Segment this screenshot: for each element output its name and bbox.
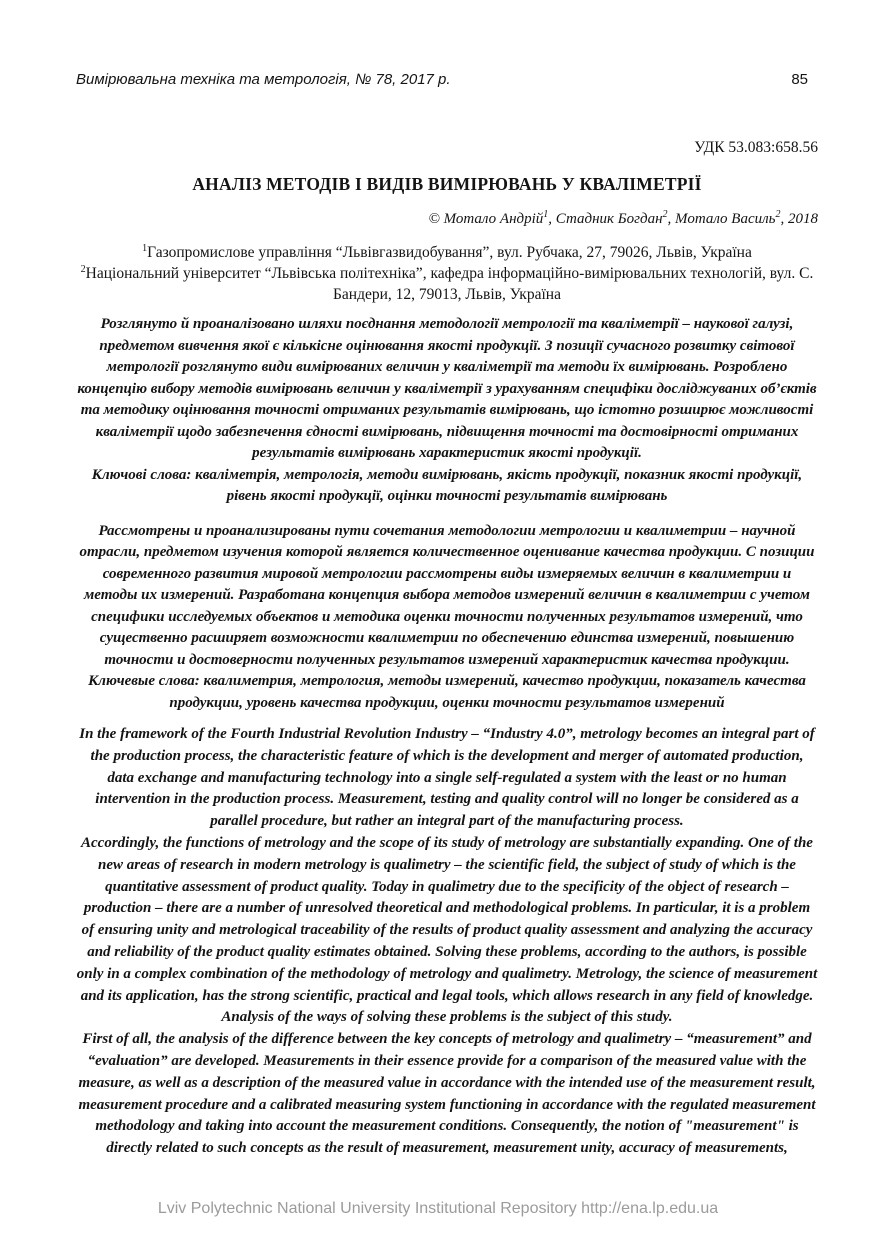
keywords-ukrainian: Ключові слова: кваліметрія, метрологія, методи вимірювань, якість продукції, показник якості продукції, рівень якості продукції, оцінки точності результатів вимірювань [91, 466, 803, 504]
affiliation-1 [76, 242, 818, 263]
author-3: , Мотало Василь [667, 211, 776, 227]
affiliation-2-mark: 2 [80, 263, 86, 275]
page-number: 85 [791, 71, 808, 88]
author-2: , Стадник Богдан [548, 211, 663, 227]
content-column [76, 0, 818, 1160]
en-paragraph-1: In the framework of the Fourth Industrial Revolution Industry – “Industry 4.0”, metrology becomes an integral part of the production process, the characteristic feature of which is the development and merger of automated production, data exchange and manufacturing technology into a single self-regulated a system with the least or no human intervention in the production process. Measurement, testing and quality control will no longer be considered as a parallel procedure, but rather an integral part of the manufacturing process. [79, 726, 815, 830]
english-summary [76, 724, 818, 1160]
journal-header: Вимірювальна техніка та метрологія, № 78, 2017 р. [76, 71, 451, 88]
udc-code: УДК 53.083:658.56 [694, 139, 818, 156]
article-title: АНАЛІЗ МЕТОДІВ І ВИДІВ ВИМІРЮВАНЬ У КВАЛІМЕТРІЇ [192, 174, 702, 194]
en-paragraph-3: First of all, the analysis of the difference between the key concepts of metrology and qualimetry – “measurement” and “evaluation” are developed. Measurements in their essence provide for a comparison of the measured value with the measure, as well as a description of the measured value in accordance with the intended use of the measurement result, measurement procedure and a calibrated measuring system functioning in accordance with the regulated measurement methodology and taking into account the measurement conditions. Consequently, the notion of "measurement" is directly related to such concepts as the result of measurement, measurement unity, accuracy of measurements, [78, 1031, 816, 1157]
affiliation-1-mark: 1 [142, 242, 148, 254]
author-3-affmark: 2 [775, 209, 781, 220]
keywords-russian: Ключевые слова: квалиметрия, метрология, методы измерений, качество продукции, показатель качества продукции, уровень качества продукции, оценки точности результатов измерений [88, 673, 806, 711]
author-1: © Мотало Андрій [428, 211, 544, 227]
copyright-year: , 2018 [780, 211, 818, 227]
author-2-affmark: 2 [662, 209, 668, 220]
affiliation-2 [76, 263, 818, 305]
abstract-russian: Рассмотрены и проанализированы пути сочетания методологии метрологии и квалиметрии – научной отрасли, предметом изучения которой является количественное оценивание качества продукции. С позиции современного развития мировой метрологии рассмотрены виды измеряемых величин в квалиметрии и методы их измерений. Разработана концепция выбора методов измерений величин в квалиметрии с учетом специфики исследуемых объектов и методика оценки точности полученных результатов измерений, что существенно расширяет возможности квалиметрии по обеспечению единства измерений, повышению точности и достоверности полученных результатов измерений характеристик качества продукции. [79, 522, 815, 668]
affiliation-2-text: Національний університет “Львівська політехніка”, кафедра інформаційно-вимірювальних технологій, вул. С. Бандери, 12, 79013, Львів, Україна [85, 265, 814, 303]
affiliations [76, 242, 818, 305]
repository-footer: Lviv Polytechnic National University Institutional Repository http://ena.lp.edu.ua [157, 1200, 719, 1217]
running-header [76, 71, 818, 89]
en-paragraph-2: Accordingly, the functions of metrology and the scope of its study of metrology are substantially expanding. One of the new areas of research in modern metrology is qualimetry – the scientific field, the subject of study of which is the quantitative assessment of product quality. Today in qualimetry due to the specificity of the object of research – production – there are a number of unresolved theoretical and methodological problems. In particular, it is a problem of ensuring unity and metrological traceability of the results of product quality assessment and analyzing the accuracy and reliability of the product quality estimates obtained. Solving these problems, according to the authors, is possible only in a complex combination of the methodology of metrology and qualimetry. Metrology, the science of measurement and its application, has the strong scientific, practical and legal tools, which allows research in any field of knowledge. Analysis of the ways of solving these problems is the subject of this study. [76, 834, 818, 1026]
authors-line [76, 210, 818, 229]
author-1-affmark: 1 [543, 209, 549, 220]
affiliation-1-text: Газопромислове управління “Львівгазвидобування”, вул. Рубчака, 27, 79026, Львів, Україна [147, 244, 752, 261]
abstract-ukrainian: Розглянуто й проаналізовано шляхи поєднання методології метрології та кваліметрії – наукової галузі, предметом вивчення якої є кількісне оцінювання якості продукції. З позиції сучасного розвитку світової метрології розглянуто види вимірюваних величин у кваліметрії та методи їх вимірювань. Розроблено концепцію вибору методів вимірювань величин у кваліметрії з урахуванням специфіки досліджуваних об’єктів та методику оцінювання точності отриманих результатів вимірювань, що істотно розширює можливості кваліметрії щодо забезпечення єдності вимірювань, підвищення точності та достовірності отриманих результатів вимірювань характеристик якості продукції. [77, 316, 817, 461]
